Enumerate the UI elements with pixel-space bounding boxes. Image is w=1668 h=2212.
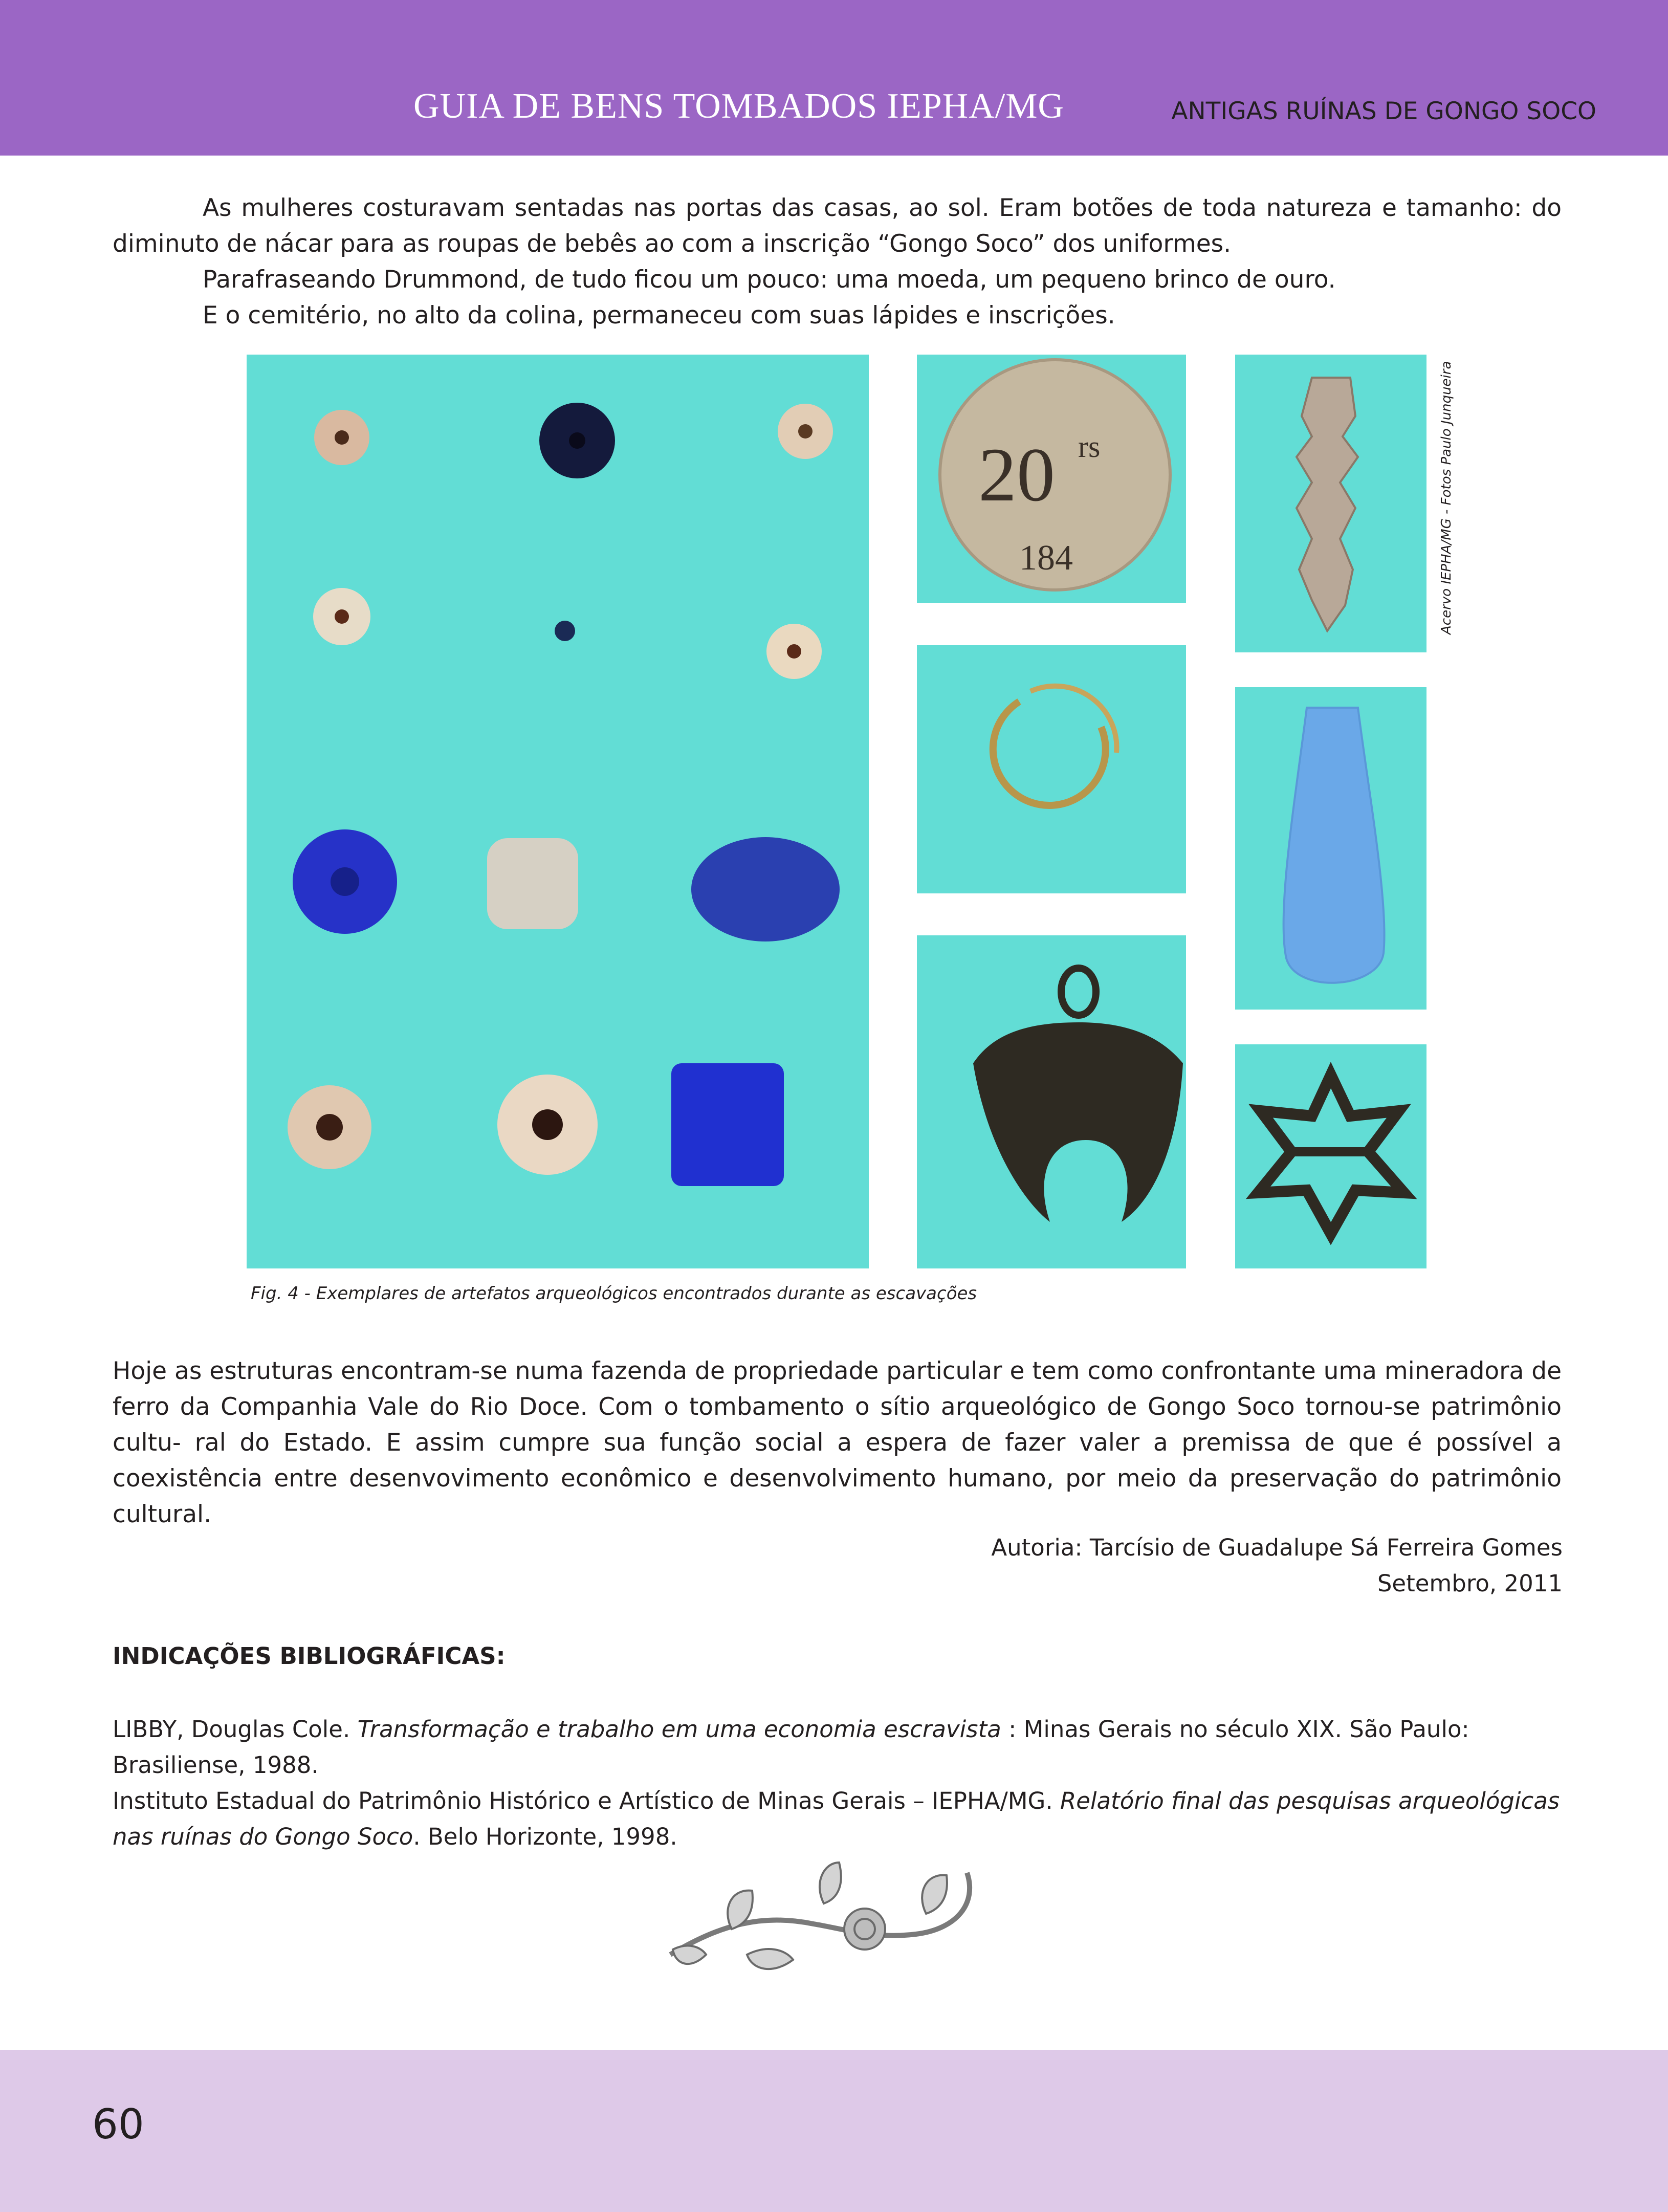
beads-photo [247, 355, 869, 1268]
bibliography-entry-1: LIBBY, Douglas Cole. Transformação e trabalho em uma economia escravista : Minas Gerais no século XIX. São Paulo: Brasiliense, 1988. [113, 1716, 1469, 1779]
intro-paragraph-2: Parafraseando Drummond, de tudo ficou um pouco: uma moeda, um pequeno brinco de ouro. [203, 266, 1336, 294]
intro-paragraph-1: As mulheres costuravam sentadas nas portas das casas, ao sol. Eram botões de toda natureza e tamanho: do diminuto de nácar para as roupas de bebês ao com a inscrição “Gongo Soco” dos uniformes. [113, 194, 1562, 258]
rose-ornament-icon [660, 1852, 1008, 1996]
section-title: ANTIGAS RUÍNAS DE GONGO SOCO [1171, 97, 1596, 125]
teardrop-photo [1235, 687, 1426, 1010]
publication-title: GUIA DE BENS TOMBADOS IEPHA/MG [413, 86, 1064, 126]
crescent-pendant-photo [917, 935, 1186, 1268]
bead-row-2 [313, 588, 822, 679]
svg-text:rs: rs [1078, 430, 1101, 464]
star-photo [1235, 1044, 1426, 1268]
date-line: Setembro, 2011 [1377, 1570, 1563, 1597]
body-paragraph: Hoje as estruturas encontram-se numa fazenda de propriedade particular e tem como confrontante uma mineradora de ferro da Companhia Vale do Rio Doce. Com o tombamento o sítio arqueológico de Gongo Soco tornou-se patrimônio cultu- ral do Estado. E assim cumpre sua função social a espera de fazer valer a premissa de que é possível a coexistência entre desenvovimento econômico e desenvolvimento humano, por meio da preservação do patrimônio cultural. [113, 1357, 1562, 1528]
carved-pendant-photo [1235, 355, 1426, 652]
photo-credit: Acervo IEPHA/MG - Fotos Paulo Junqueira [1439, 361, 1454, 634]
header-band [0, 0, 1668, 156]
footer-band [0, 2050, 1668, 2212]
bibliography-entry-2: Instituto Estadual do Patrimônio Histórico e Artístico de Minas Gerais – IEPHA/MG. Relatório final das pesquisas arqueológicas nas ruínas do Gongo Soco. Belo Horizonte, 1998. [113, 1787, 1560, 1850]
svg-text:184: 184 [1019, 538, 1073, 578]
figure-caption: Fig. 4 - Exemplares de artefatos arqueológicos encontrados durante as escavações [251, 1283, 977, 1304]
page-number: 60 [92, 2100, 144, 2148]
bibliography-heading: INDICAÇÕES BIBLIOGRÁFICAS: [113, 1642, 506, 1670]
author-line: Autoria: Tarcísio de Guadalupe Sá Ferreira Gomes [991, 1534, 1563, 1561]
bead-row-1 [314, 403, 833, 478]
coin-photo [917, 355, 1186, 603]
bead-row-4 [288, 1063, 784, 1186]
bead-row-3 [293, 829, 840, 941]
earring-photo [917, 645, 1186, 893]
intro-paragraph-3: E o cemitério, no alto da colina, permaneceu com suas lápides e inscrições. [203, 301, 1115, 330]
svg-text:20: 20 [978, 432, 1055, 517]
